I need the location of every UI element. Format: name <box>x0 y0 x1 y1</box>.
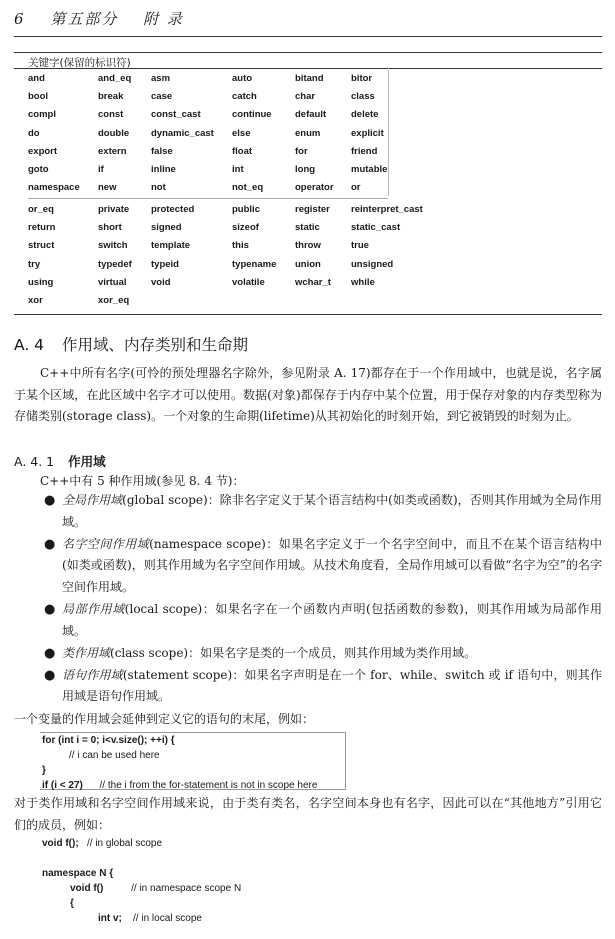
table-group-rule <box>28 198 388 199</box>
keyword-cell: default <box>295 109 327 121</box>
keyword-cell: catch <box>232 91 257 103</box>
keyword-cell: unsigned <box>351 258 394 270</box>
keyword-cell: mutable <box>351 164 388 175</box>
keyword-cell: void <box>151 276 171 288</box>
keyword-cell: continue <box>232 109 272 121</box>
keyword-cell: struct <box>28 240 55 252</box>
list-item <box>40 490 602 533</box>
keyword-cell: else <box>232 127 251 139</box>
bullet-text: (global scope)：除非名字定义于某个语言结构中(如类或函数)，否则其作用域为全局作用域。 <box>62 493 602 529</box>
code-line: int v; <box>98 913 122 924</box>
keyword-cell: not <box>151 182 166 194</box>
keyword-cell: static <box>295 222 320 234</box>
list-item <box>40 534 602 599</box>
keyword-cell: namespace <box>28 182 80 194</box>
keyword-cell: goto <box>28 164 49 175</box>
keyword-cell: or_eq <box>28 204 54 215</box>
keyword-cell: explicit <box>351 127 384 139</box>
bullet-icon: ● <box>44 493 56 508</box>
keyword-cell: volatile <box>232 276 265 288</box>
table-divider <box>388 68 389 196</box>
keyword-cell: enum <box>295 127 321 139</box>
list-item <box>40 599 602 642</box>
keyword-cell: short <box>98 222 122 234</box>
code-line: void f(); <box>42 838 79 849</box>
keyword-cell: typeid <box>151 258 179 270</box>
bullet-term: 名字空间作用域 <box>62 536 150 551</box>
keyword-cell: float <box>232 145 253 157</box>
part-label: 第五部分 <box>50 10 119 28</box>
code-line: if (i < 27) <box>42 780 83 791</box>
subsection-title: 作用域 <box>68 454 106 469</box>
bullet-icon: ● <box>44 536 56 552</box>
bullet-text: (local scope)：如果名字在一个函数内声明(包括函数的参数)，则其作用域为局部作用域。 <box>62 601 602 638</box>
keyword-cell: const <box>98 109 124 121</box>
code-comment: // in local scope <box>133 913 202 924</box>
keyword-cell: case <box>151 91 173 103</box>
keyword-cell: while <box>351 276 375 288</box>
code-comment: // i can be used here <box>69 750 160 761</box>
keyword-cell: bool <box>28 91 49 103</box>
keyword-cell: new <box>98 182 117 194</box>
code-line: void f() <box>70 883 104 894</box>
keyword-cell: do <box>28 127 40 139</box>
code-block-2 <box>42 836 241 926</box>
keyword-cell: and <box>28 73 45 84</box>
bullet-icon: ● <box>44 601 56 617</box>
keyword-cell: public <box>232 204 260 215</box>
bullet-text: (statement scope)：如果名字声明是在一个 for、while、switch 或 if 语句中，则其作用域是语句作用域。 <box>62 667 602 704</box>
keyword-cell: virtual <box>98 276 127 288</box>
keyword-cell: true <box>351 240 369 252</box>
keyword-cell: friend <box>351 145 378 157</box>
keyword-cell: union <box>295 258 321 270</box>
keyword-cell: wchar_t <box>295 276 331 288</box>
keyword-cell: and_eq <box>98 73 132 84</box>
keyword-cell: try <box>28 258 41 270</box>
keyword-cell: char <box>295 91 316 103</box>
keyword-table-caption: 关键字(保留的标识符) <box>28 57 131 69</box>
keyword-cell: const_cast <box>151 109 201 121</box>
list-item <box>40 643 602 665</box>
keyword-cell: this <box>232 240 249 252</box>
section-number: A. 4 <box>14 336 45 354</box>
keyword-cell: register <box>295 204 330 215</box>
subsection-number: A. 4. 1 <box>14 454 55 469</box>
keyword-cell: or <box>351 182 361 194</box>
table-bottom-rule <box>14 314 602 315</box>
scope-list <box>40 490 602 708</box>
keyword-cell: double <box>98 127 130 139</box>
keyword-cell: protected <box>151 204 195 215</box>
keyword-cell: false <box>151 145 173 157</box>
bullet-icon: ● <box>44 667 56 683</box>
keyword-cell: extern <box>98 145 127 157</box>
class-scope-text: 对于类作用域和名字空间作用域来说，由于类有类名，名字空间本身也有名字，因此可以在“其他地方”引用它们的成员，例如： <box>14 796 602 832</box>
keyword-cell: if <box>98 164 104 175</box>
code-block-1 <box>42 733 317 793</box>
subsection-heading <box>14 452 106 470</box>
header-title: 附 录 <box>143 10 184 28</box>
keyword-cell: delete <box>351 109 379 121</box>
bullet-term: 局部作用域 <box>62 601 125 616</box>
keyword-cell: bitand <box>295 73 324 84</box>
scope-extension-text: 一个变量的作用域会延伸到定义它的语句的末尾，例如： <box>14 712 315 726</box>
keyword-cell: int <box>232 164 244 175</box>
bullet-icon: ● <box>44 645 56 661</box>
bullet-text: (class scope)：如果名字是类的一个成员，则其作用域为类作用域。 <box>110 645 477 660</box>
code-line: for (int i = 0; i<v.size(); ++i) { <box>42 735 175 746</box>
bullet-term: 语句作用域 <box>62 667 123 682</box>
keyword-cell: private <box>98 204 130 215</box>
keyword-cell: dynamic_cast <box>151 127 214 139</box>
keyword-cell: typedef <box>98 258 132 270</box>
keyword-cell: return <box>28 222 56 234</box>
keyword-cell: using <box>28 276 54 288</box>
section-title: 作用域、内存类别和生命期 <box>62 336 249 354</box>
keyword-cell: reinterpret_cast <box>351 204 423 215</box>
keyword-cell: signed <box>151 222 182 234</box>
code-line: namespace N { <box>42 868 114 879</box>
keyword-cell: export <box>28 145 58 157</box>
code-comment: // the i from the for-statement is not in scope here <box>99 780 318 791</box>
keyword-cell: asm <box>151 73 171 84</box>
header-rule <box>14 36 602 37</box>
keyword-cell: throw <box>295 240 321 252</box>
keyword-cell: inline <box>151 164 176 175</box>
keyword-cell: not_eq <box>232 182 264 194</box>
keyword-cell: compl <box>28 109 56 121</box>
bullet-term: 类作用域 <box>62 645 111 660</box>
keyword-cell: class <box>351 91 375 103</box>
subsection-intro: C++中有 5 种作用域(参见 8. 4 节)： <box>40 474 245 488</box>
bullet-term: 全局作用域 <box>62 493 123 507</box>
keyword-cell: bitor <box>351 73 373 84</box>
table-header-rule <box>14 68 602 69</box>
table-top-rule <box>14 52 602 53</box>
keyword-cell: for <box>295 145 308 157</box>
keyword-cell: xor_eq <box>98 295 130 306</box>
keyword-cell: auto <box>232 73 253 84</box>
section-paragraph: C++中所有名字(可怜的预处理器名字除外，参见附录 A. 17)都存在于一个作用域中，也就是说，名字属于某个区域，在此区域中名字才可以使用。数据(对象)都保存于内存中某个位置，用于保存对象的内存类型称为存储类别(storage class)。一个对象的生命期(lifetime)从其初始化的时刻开始，到它被销毁的时刻为止。 <box>14 366 602 424</box>
keyword-cell: switch <box>98 240 128 252</box>
list-item <box>40 665 602 708</box>
section-heading <box>14 333 248 355</box>
code-comment: // in global scope <box>87 838 163 849</box>
page-number: 6 <box>14 10 26 28</box>
keyword-cell: template <box>151 240 191 252</box>
keyword-cell: xor <box>28 295 43 306</box>
keyword-cell: static_cast <box>351 222 401 234</box>
code-line: { <box>70 898 74 909</box>
keyword-cell: sizeof <box>232 222 259 234</box>
keyword-cell: operator <box>295 182 334 194</box>
keyword-cell: typename <box>232 258 277 270</box>
code-line: } <box>42 765 46 776</box>
keyword-cell: long <box>295 164 316 175</box>
page-header <box>14 8 184 29</box>
keyword-cell: break <box>98 91 124 103</box>
bullet-text: (namespace scope)：如果名字定义于一个名字空间中，而且不在某个语言结构中(如类或函数)，则其作用域为名字空间作用域。从技术角度看，全局作用域可以看做“名字为空”的名字空间作用域。 <box>62 536 602 594</box>
code-comment: // in namespace scope N <box>131 883 242 894</box>
